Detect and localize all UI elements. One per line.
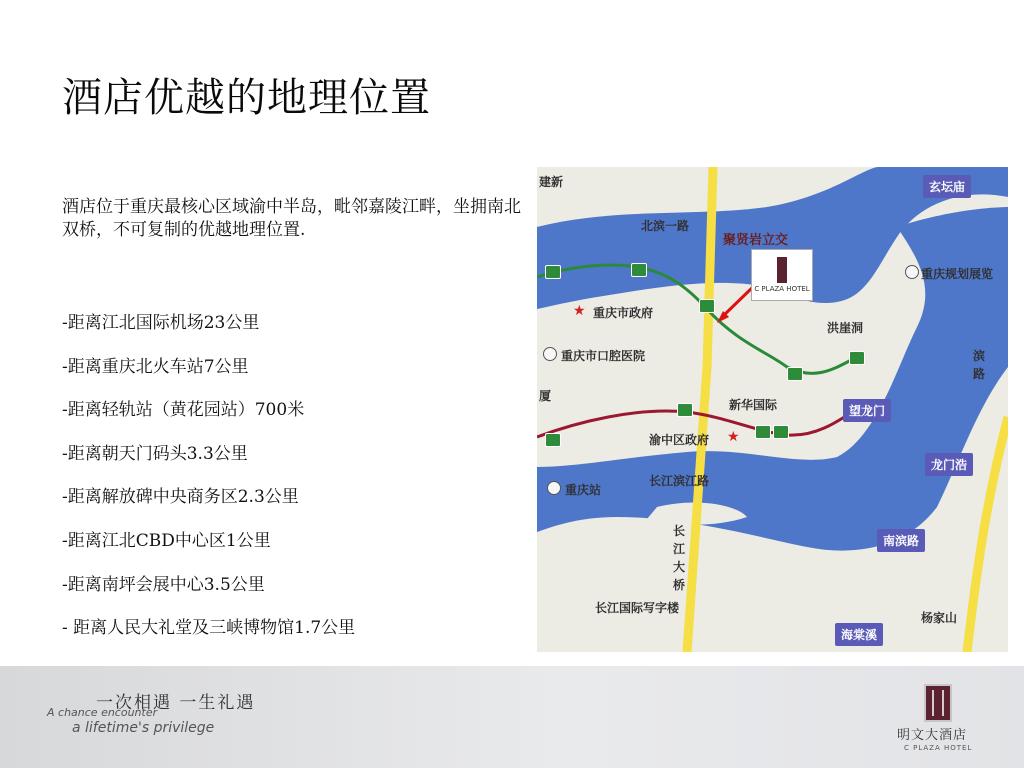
list-item: -距离重庆北火车站7公里 (62, 356, 249, 377)
slogan-english-line1: A chance encounter (47, 706, 158, 719)
map-label: 长江国际写字楼 (595, 601, 680, 615)
metro-station-icon (677, 403, 693, 417)
slogan-english-line2: a lifetime's privilege (72, 720, 215, 736)
pin-icon (905, 265, 919, 279)
map-label: 重庆市政府 (593, 306, 654, 320)
metro-station-icon (755, 425, 771, 439)
pin-icon (547, 481, 561, 495)
footer-banner (0, 666, 1024, 768)
map-label: 重庆站 (565, 483, 602, 497)
map-label: 厦 (539, 389, 552, 403)
list-item: -距离江北CBD中心区1公里 (62, 530, 271, 551)
map-label: 重庆规划展览 (921, 267, 994, 281)
metro-station-icon (545, 433, 561, 447)
slogan-chinese: 一次相遇 一生礼遇 (96, 693, 256, 713)
list-item: -距离江北国际机场23公里 (62, 313, 260, 333)
intro-paragraph: 酒店位于重庆最核心区域渝中半岛，毗邻嘉陵江畔，坐拥南北双桥，不可复制的优越地理位置. (62, 197, 521, 240)
logo-english: C PLAZA HOTEL (904, 744, 973, 752)
metro-station-icon (773, 425, 789, 439)
map-label: 滨路 (973, 349, 986, 381)
map-district-box: 望龙门 (843, 399, 891, 422)
star-icon: ★ (727, 429, 740, 445)
map-district-box: 玄坛庙 (923, 175, 971, 198)
list-item: -距离南坪会展中心3.5公里 (62, 574, 265, 595)
hotel-tag-name: C PLAZA HOTEL (754, 285, 810, 293)
map-district-box: 龙门浩 (925, 453, 973, 476)
list-item: -距离朝天门码头3.3公里 (62, 443, 248, 464)
map-district-box: 海棠溪 (835, 623, 883, 646)
hotel-logo-icon (777, 257, 787, 283)
map-label: 长江滨江路 (649, 474, 710, 488)
map-label: 杨家山 (921, 611, 958, 625)
hotel-logo-icon (924, 684, 952, 722)
ring-road (967, 417, 1008, 652)
map-label: 长江大桥 (673, 524, 686, 592)
metro-station-icon (787, 367, 803, 381)
map-district-box: 南滨路 (877, 529, 925, 552)
distance-list (62, 308, 355, 657)
page-title: 酒店优越的地理位置 (62, 75, 431, 121)
map-label: 渝中区政府 (649, 433, 710, 447)
list-item: - 距离人民大礼堂及三峡博物馆1.7公里 (62, 618, 356, 639)
metro-station-icon (849, 351, 865, 365)
metro-station-icon (699, 299, 715, 313)
star-icon: ★ (573, 303, 586, 319)
list-item: -距离轻轨站（黄花园站）700米 (62, 400, 305, 421)
metro-station-icon (545, 265, 561, 279)
map-label: 北滨一路 (641, 219, 690, 233)
hotel-marker (751, 249, 813, 301)
location-map (537, 167, 1008, 652)
map-label: 建新 (539, 175, 564, 189)
map-label: 洪崖洞 (827, 321, 864, 335)
pin-icon (543, 347, 557, 361)
metro-station-icon (631, 263, 647, 277)
list-item: -距离解放碑中央商务区2.3公里 (62, 487, 299, 508)
hotel-area-label: 聚贤岩立交 (723, 233, 789, 248)
logo-chinese: 明文大酒店 (897, 728, 968, 743)
map-label: 新华国际 (729, 398, 778, 412)
map-label: 重庆市口腔医院 (561, 349, 646, 363)
